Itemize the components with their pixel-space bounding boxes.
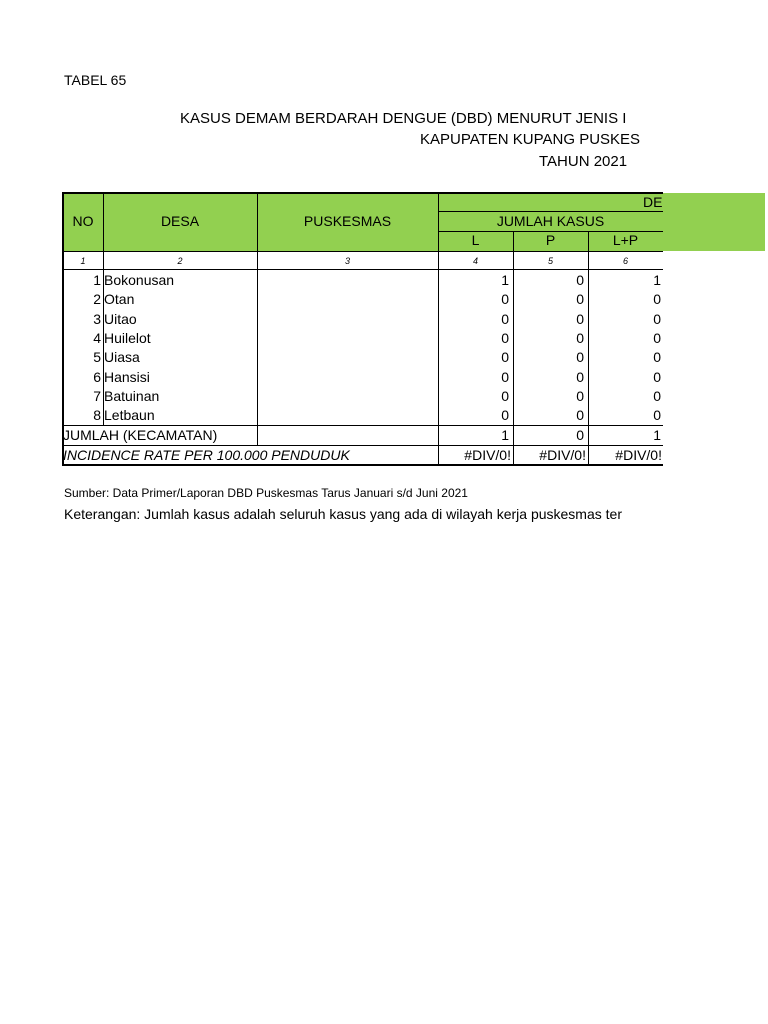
cell-desa: Letbaun	[104, 407, 155, 424]
header-lp: L+P	[612, 232, 639, 248]
cell-lp: 0	[653, 407, 661, 424]
cell-desa: Batuinan	[104, 387, 160, 404]
title-line-3: TAHUN 2021	[539, 153, 628, 170]
cell-no: 2	[93, 291, 101, 308]
header-fill-overflow	[663, 193, 765, 251]
cell-p: 0	[576, 387, 584, 404]
cell-l: 0	[501, 291, 509, 308]
incidence-label: INCIDENCE RATE PER 100.000 PENDUDUK	[63, 447, 350, 463]
cell-lp: 1	[653, 272, 661, 288]
cell-p: 0	[576, 407, 584, 424]
header-puskesmas: PUSKESMAS	[303, 213, 392, 229]
cell-desa: Huilelot	[104, 329, 151, 346]
cell-l: 0	[501, 407, 509, 424]
cell-l: 0	[501, 368, 509, 385]
cell-desa: Hansisi	[104, 368, 150, 385]
cell-p: 0	[576, 329, 584, 346]
cell-no: 5	[93, 349, 101, 366]
keterangan-note: Keterangan: Jumlah kasus adalah seluruh kasus yang ada di wilayah kerja puskesmas ter	[64, 506, 622, 522]
total-l: 1	[501, 427, 509, 443]
cell-l: 1	[501, 272, 509, 288]
cell-lp: 0	[653, 349, 661, 366]
cell-desa: Otan	[104, 291, 135, 308]
cell-p: 0	[576, 272, 584, 288]
cell-lp: 0	[653, 387, 661, 404]
header-jumlah-kasus: JUMLAH KASUS	[496, 213, 605, 229]
cell-no: 6	[93, 368, 101, 385]
cell-p: 0	[576, 349, 584, 366]
header-p: P	[545, 232, 556, 248]
header-desa: DESA	[160, 213, 200, 229]
col-number-3: 3	[344, 256, 350, 266]
cell-no: 8	[93, 407, 101, 424]
table-label: TABEL 65	[64, 72, 127, 88]
col-number-1: 1	[80, 256, 86, 266]
incidence-p: #DIV/0!	[539, 447, 586, 463]
cell-desa: Bokonusan	[104, 272, 175, 288]
total-label: JUMLAH (KECAMATAN)	[63, 427, 218, 443]
header-l: L	[471, 232, 480, 248]
cell-l: 0	[501, 387, 509, 404]
cell-no: 3	[93, 310, 101, 327]
col-number-6: 6	[622, 256, 628, 266]
title-line-1: KASUS DEMAM BERDARAH DENGUE (DBD) MENURUT JENIS I	[180, 110, 627, 127]
col-number-2: 2	[177, 256, 183, 266]
header-no: NO	[72, 213, 94, 229]
incidence-lp: #DIV/0!	[615, 447, 662, 463]
cell-l: 0	[501, 349, 509, 366]
cell-no: 1	[93, 272, 101, 288]
cell-lp: 0	[653, 329, 661, 346]
cell-l: 0	[501, 310, 509, 327]
cell-desa: Uiasa	[104, 349, 140, 366]
cell-desa: Uitao	[104, 310, 137, 327]
source-note: Sumber: Data Primer/Laporan DBD Puskesmas Tarus Januari s/d Juni 2021	[64, 486, 468, 500]
col-number-5: 5	[547, 256, 553, 266]
cell-p: 0	[576, 291, 584, 308]
cell-lp: 0	[653, 368, 661, 385]
col-number-4: 4	[472, 256, 478, 266]
header-group-partial: DE	[643, 194, 663, 210]
cell-lp: 0	[653, 291, 661, 308]
incidence-l: #DIV/0!	[464, 447, 511, 463]
cell-no: 7	[93, 387, 101, 404]
cell-lp: 0	[653, 310, 661, 327]
total-lp: 1	[653, 427, 661, 443]
total-p: 0	[576, 427, 584, 443]
cell-no: 4	[93, 329, 101, 346]
cell-l: 0	[501, 329, 509, 346]
note-clip	[0, 0, 663, 540]
title-line-2: KAPUPATEN KUPANG PUSKES	[420, 131, 641, 148]
cell-p: 0	[576, 368, 584, 385]
cell-p: 0	[576, 310, 584, 327]
